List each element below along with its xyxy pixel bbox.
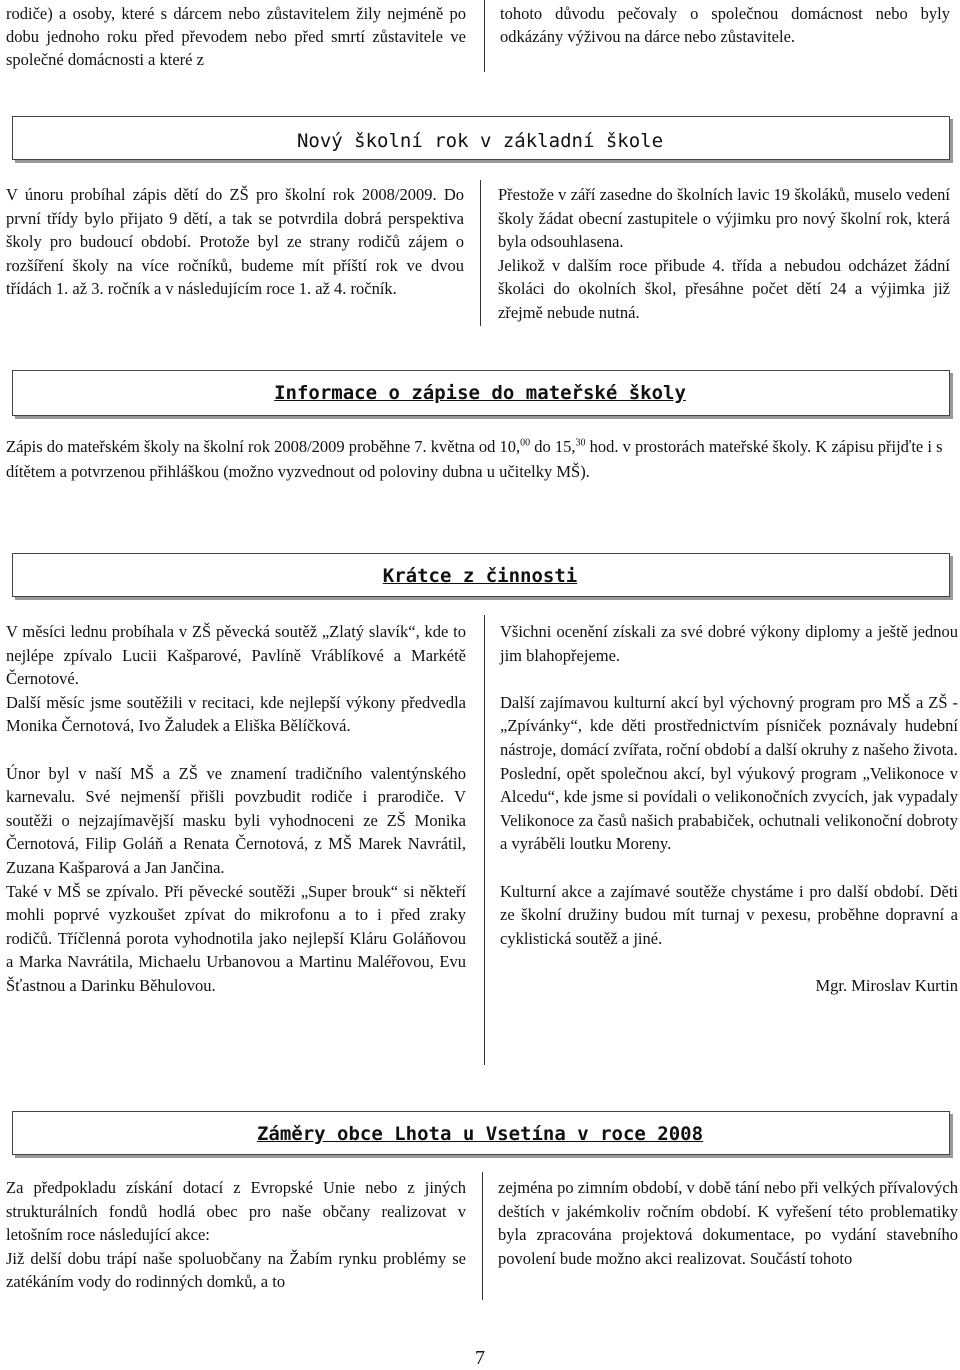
kindergarten-text [6,434,946,484]
column-divider [482,1172,483,1300]
paragraph: Další zajímavou kulturní akcí byl výchovný program pro MŠ a ZŠ - „Zpívánky“, kde děti prostřednictvím písniček poznávaly hudební nástroje, domácí zvířata, roční období a další okruhy z našeho života. [500,692,958,759]
signature: Mgr. Miroslav Kurtin [815,975,958,995]
text-part: do 15, [530,437,576,456]
school-left-column [6,183,464,301]
top-right-column [500,2,950,48]
time-superscript: 30 [575,437,586,449]
school-right-column [498,183,950,325]
paragraph: Všichni ocenění získali za své dobré výkony diplomy a ještě jednou jim blahopřejeme. [500,622,958,665]
section-title-kindergarten: Informace o zápise do mateřské školy [274,382,686,404]
paragraph: Za předpokladu získání dotací z Evropské Unie nebo z jiných strukturálních fondů hodlá obec pro naše občany realizovat v letošním roce následující akce: [6,1178,466,1245]
paragraph: Poslední, opět společnou akcí, byl výukový program „Velikonoce v Alcedu“, kde jsme si povídali o velikonočních zvycích, jak vypadaly Velikonoce za časů našich prababiček, ochutnali velikonoční dobroty a vyráběli loutku Moreny. [500,763,958,854]
section-title-school-year: Nový školní rok v základní škole [296,130,664,152]
paragraph: Kulturní akce a zajímavé soutěže chystáme i pro další období. Děti ze školní družiny budou mít turnaj v pexesu, proběhne dopravní a cyklistická soutěž a jiné. [500,881,958,948]
paragraph: Další měsíc jsme soutěžili v recitaci, kde nejlepší výkony předvedla Monika Černotová, Ivo Žaludek a Eliška Bělíčková. [6,692,466,736]
paragraph: Přestože v září zasedne do školních lavic 19 školáků, muselo vedení školy žádat obecní zastupitele o výjimku pro nový školní rok, která byla odsouhlasena. [498,185,950,252]
column-divider [484,0,485,72]
activities-right-column [500,620,958,998]
column-divider [480,180,481,326]
paragraph [6,434,946,484]
top-left-column [6,2,466,71]
paragraph: Únor byl v naší MŠ a ZŠ ve znamení tradičního valentýnského karnevalu. Své nejmenší přišli povzbudit rodiče i prarodiče. V soutěži o nejzajímavější masku byli vyhodnoceni ze ZŠ Monika Černotová, Filip Goláň a Renata Černotová, z MŠ Marek Navrátil, Zuzana Kašparová a Jan Jančina. [6,763,466,877]
paragraph-gap [500,950,958,974]
paragraph: V měsíci lednu probíhala v ZŠ pěvecká soutěž „Zlatý slavík“, kde to nejlépe zpívalo Lucii Kašparové, Pavlíně Vráblíkové a Markétě Černotové. [6,622,466,689]
time-superscript: 00 [520,437,531,449]
paragraph-gap [500,667,958,691]
plans-right-column [498,1176,958,1270]
page-number: 7 [475,1347,485,1369]
paragraph: Již delší dobu trápí naše spoluobčany na Žabím rynku problémy se zatékáním vody do rodinných domků, a to [6,1248,466,1292]
paragraph: V únoru probíhal zápis dětí do ZŠ pro školní rok 2008/2009. Do první třídy bylo přijato 9 dětí, a tak se potvrdila dobrá perspektiva školy pro budoucí období. Protože byl ze strany rodičů zájem o rozšíření školy na více ročníků, budeme mít příští rok ve dvou třídách 1. až 3. ročník a v následujícím roce 1. až 4. ročník. [6,185,464,299]
section-title-plans: Záměry obce Lhota u Vsetína v roce 2008 [256,1123,704,1145]
text-part: Zápis do mateřském školy na školní rok 2008/2009 proběhne 7. května od 10, [6,437,521,456]
paragraph: tohoto důvodu pečovaly o společnou domácnost nebo byly odkázány výživou na dárce nebo zůstavitele. [500,4,950,46]
column-divider [484,615,485,1065]
activities-left-column [6,620,466,998]
paragraph-gap [6,738,466,762]
section-title-activities: Krátce z činnosti [382,565,578,587]
paragraph-gap [500,856,958,880]
plans-left-column [6,1176,466,1294]
paragraph: Jelikož v dalším roce přibude 4. třída a nebudou odcházet žádní školáci do okolních škol, přesáhne počet dětí 24 a výjimka již zřejmě nebude nutná. [498,255,950,322]
paragraph: rodiče) a osoby, které s dárcem nebo zůstavitelem žily nejméně po dobu jednoho roku před převodem nebo před smrtí zůstavitele ve společné domácnosti a které z [6,4,466,69]
paragraph: zejména po zimním období, v době tání nebo při velkých přívalových deštích v jakémkoliv ročním období. K vyřešení této problematiky byla zpracována projektová dokumentace, po vydání stavebního povolení bude možno akci realizovat. Součástí tohoto [498,1178,958,1268]
text-part: hod. v prostorách mateřské školy. K zápisu přijďte i s dítětem a potvrzenou přihláškou (možno vyzvednout od poloviny dubna u učitelky MŠ). [6,437,943,481]
paragraph: Také v MŠ se zpívalo. Při pěvecké soutěži „Super brouk“ si někteří mohli poprvé vyzkoušet zpívat do mikrofonu a to i před zraky rodičů. Tříčlenná porota vyhodnotila jako nejlepší Kláru Goláňovou a Marka Navrátila, Michaelu Urbanovou a Martinu Maléřovou, Evu Šťastnou a Darinku Běhulovou. [6,881,466,995]
